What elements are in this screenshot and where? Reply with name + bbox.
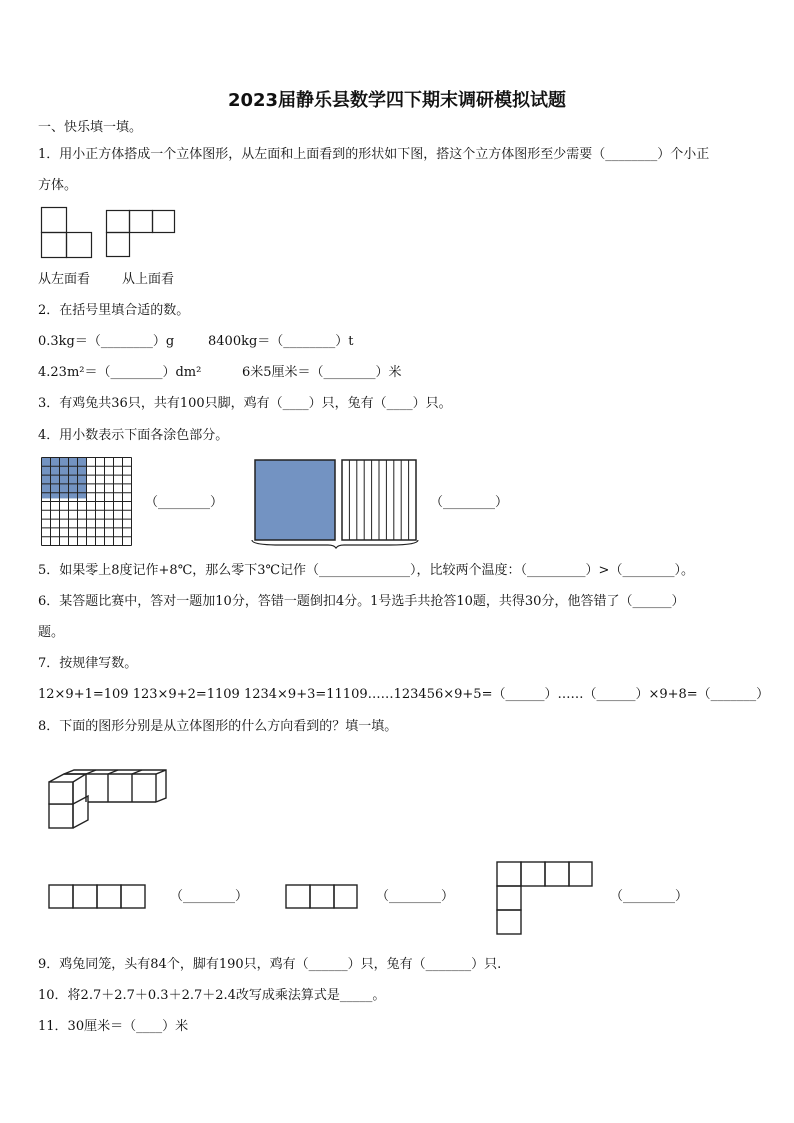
question-8-blank-2: （________）	[376, 889, 455, 904]
question-8-blank-3: （________）	[610, 889, 689, 904]
top-view-cell-3	[153, 211, 175, 233]
top-view-cell-4	[107, 233, 130, 257]
hundred-grid-figure	[41, 457, 132, 546]
section-heading: 一、快乐填一填。	[38, 120, 143, 135]
question-11-text: 11．30厘米＝（____）米	[38, 1019, 189, 1034]
question-2-item-a: 0.3kg＝（________）g	[38, 334, 175, 349]
question-7-text: 7．按规律写数。	[38, 656, 138, 671]
top-view-figure	[106, 210, 176, 258]
question-2-item-d: 6米5厘米＝（________）米	[242, 365, 402, 380]
question-10-text: 10．将2.7＋2.7＋0.3＋2.7＋2.4改写成乘法算式是_____。	[38, 988, 386, 1003]
view-b-figure	[285, 884, 359, 910]
question-5-text: 5．如果零上8度记作+8℃，那么零下3℃记作（______________），比较两个温度：（_________）>（________）。	[38, 563, 694, 578]
front-cube-bottom	[49, 804, 73, 828]
question-4-blank-1: （________）	[145, 495, 224, 510]
left-view-cell-3	[67, 233, 92, 258]
question-8-text: 8．下面的图形分别是从立体图形的什么方向看到的？填一填。	[38, 719, 398, 734]
question-7-sequence: 12×9+1=109 123×9+2=1109 1234×9+3=11109……123456×9+5=（______）……（______）×9+8=（_______）	[38, 687, 770, 702]
question-1-text-cont: 方体。	[38, 178, 78, 193]
page-title: 2023届静乐县数学四下期末调研模拟试题	[227, 90, 567, 111]
question-1-text: 1．用小正方体搭成一个立体图形，从左面和上面看到的形状如下图，搭这个立方体图形至少需要（________）个小正	[38, 147, 710, 162]
left-view-figure	[41, 207, 93, 259]
left-view-label: 从左面看	[38, 272, 91, 287]
question-6-text-cont: 题。	[38, 625, 65, 640]
two-squares-figure	[250, 456, 420, 548]
front-cube-top	[49, 782, 73, 804]
shaded-square	[255, 460, 335, 540]
question-4-blank-2: （________）	[430, 495, 509, 510]
view-a-figure	[48, 884, 147, 910]
top-view-label: 从上面看	[122, 272, 175, 287]
brace	[252, 540, 418, 548]
question-2-item-c: 4.23m²＝（________）dm²	[38, 365, 202, 380]
top-view-cell-1	[107, 211, 130, 233]
left-view-cell-1	[42, 208, 67, 233]
question-9-text: 9．鸡兔同笼，头有84个，脚有190只，鸡有（______）只，兔有（_______）只.	[38, 957, 502, 972]
question-6-text: 6．某答题比赛中，答对一题加10分，答错一题倒扣4分。1号选手共抢答10题，共得30分，他答错了（______）	[38, 594, 685, 609]
question-2-text: 2．在括号里填合适的数。	[38, 303, 190, 318]
question-2-item-b: 8400kg＝（________）t	[208, 334, 354, 349]
question-3-text: 3．有鸡兔共36只，共有100只脚，鸡有（____）只，兔有（____）只。	[38, 396, 452, 411]
top-view-cell-2	[130, 211, 153, 233]
left-view-cell-2	[42, 233, 67, 258]
cube-solid-figure	[46, 768, 172, 830]
question-4-text: 4．用小数表示下面各涂色部分。	[38, 428, 229, 443]
view-c-figure	[496, 861, 594, 936]
question-8-blank-1: （________）	[170, 889, 249, 904]
